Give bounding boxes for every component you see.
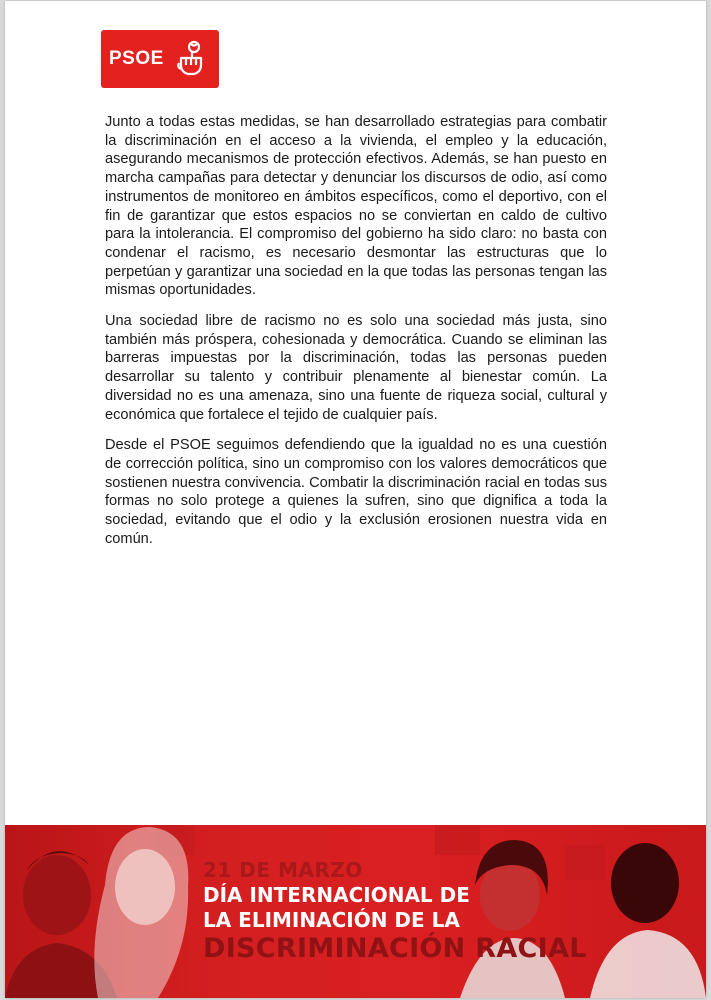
psoe-logo [101, 30, 219, 88]
paragraph: Desde el PSOE seguimos defendiendo que la igualdad no es una cuestión de corrección política, sino un compromiso con los valores democráticos que sostienen nuestra convivencia. Combatir la discriminación racial en todas sus formas no solo protege a quienes la sufren, sino que dignifica a toda la sociedad, evitando que el odio y la exclusión erosionen nuestra vida en común. [105, 437, 607, 547]
paragraph: Junto a todas estas medidas, se han desarrollado estrategias para combatir la discriminación en el acceso a la vivienda, el empleo y la educación, asegurando mecanismos de protección efectivos. Además, se han puesto en marcha campañas para detectar y denunciar los discursos de odio, así como instrumentos de monitoreo en ámbitos específicos, como el deportivo, con el fin de garantizar que estos espacios no se conviertan en caldo de cultivo para la intolerancia. El compromiso del gobierno ha sido claro: no basta con condenar el racismo, es necesario desmontar las estructuras que lo perpetúan y garantizar una sociedad en la que todas las personas tengan las mismas oportunidades. [105, 114, 607, 299]
banner-title-line-2: LA ELIMINACIÓN DE LA [203, 908, 460, 932]
banner-title-line-3: DISCRIMINACIÓN RACIAL [203, 933, 587, 964]
logo-text: PSOE [109, 48, 164, 69]
paragraph: Una sociedad libre de racismo no es solo una sociedad más justa, sino también más próspera, cohesionada y democrática. Cuando se eliminan las barreras impuestas por la discriminación, todas las personas pueden desarrollar su talento y contribuir plenamente al bienestar común. La diversidad no es una amenaza, sino una fuente de riqueza social, cultural y económica que fortalece el tejido de cualquier país. [105, 313, 607, 423]
body-text [105, 113, 607, 560]
banner-title-line-1: DÍA INTERNACIONAL DE [203, 883, 470, 907]
banner-date: 21 DE MARZO [203, 858, 363, 882]
document-page [5, 1, 706, 998]
footer-banner [5, 825, 706, 998]
fist-rose-icon [171, 39, 211, 79]
